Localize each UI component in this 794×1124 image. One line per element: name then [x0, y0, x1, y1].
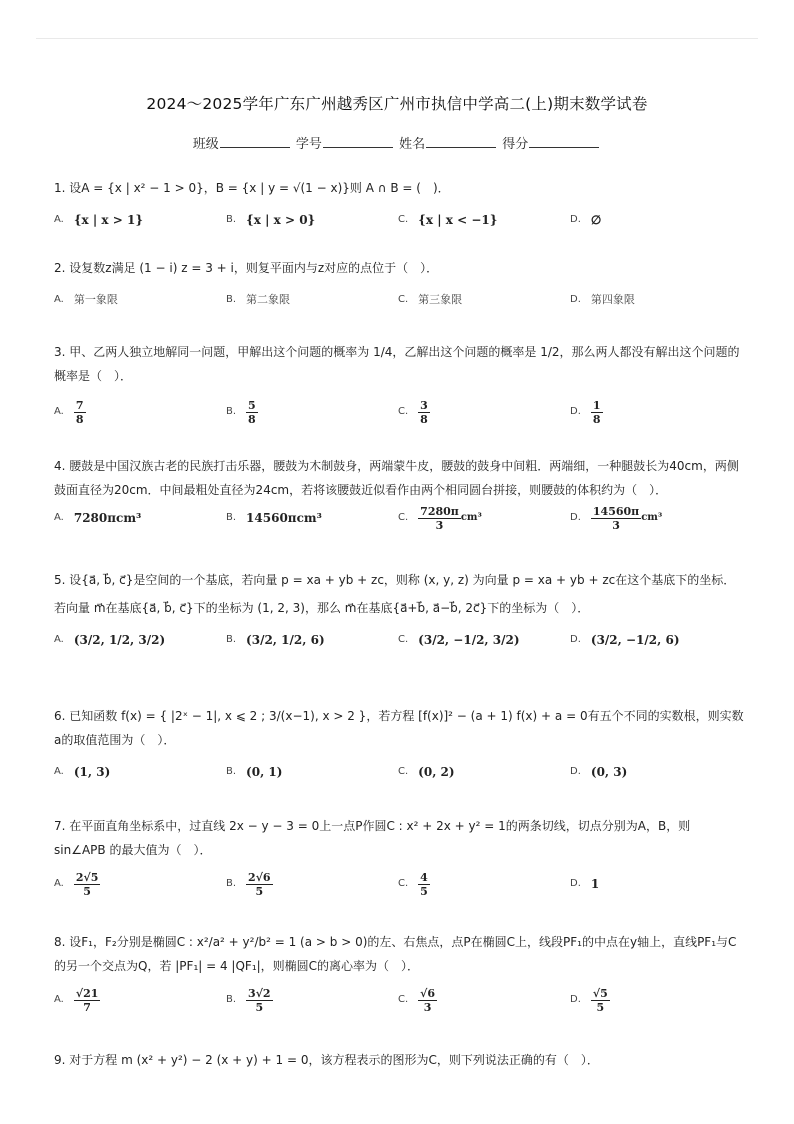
- option-value: 第一象限: [73, 293, 118, 306]
- denominator: 5: [255, 1000, 264, 1014]
- numerator: √5: [592, 986, 608, 1000]
- field-class-blank: [220, 135, 290, 148]
- option-a: [54, 628, 165, 652]
- option-a: [54, 506, 141, 530]
- option-fraction: [246, 399, 258, 426]
- option-a: [54, 288, 118, 312]
- option-d: [570, 988, 610, 1012]
- option-label: C.: [398, 634, 409, 645]
- numerator: 7280π: [420, 504, 459, 518]
- option-label: C.: [398, 294, 409, 305]
- option-fraction: [74, 871, 101, 898]
- option-value: {x | x > 1}: [73, 213, 144, 227]
- question-1-stem: 1. 设A = {x | x² − 1 > 0}，B = {x | y = √(1 − x)}则 A ∩ B = ( )．: [54, 181, 450, 195]
- denominator: 8: [75, 412, 84, 426]
- option-value: 7280πcm³: [73, 511, 142, 525]
- question-6-options: [54, 752, 744, 792]
- numerator: 7: [75, 398, 84, 412]
- question-6: [54, 704, 744, 792]
- field-score-label: 得分: [502, 137, 529, 152]
- option-value: 第四象限: [590, 293, 635, 306]
- option-label: B.: [226, 878, 237, 889]
- option-label: B.: [226, 406, 237, 417]
- denominator: 8: [420, 412, 428, 426]
- question-3-options: [54, 388, 744, 436]
- option-value: (3/2, 1/2, 6): [246, 633, 325, 647]
- option-value: ∅: [590, 213, 602, 227]
- numerator: √6: [420, 986, 436, 1000]
- option-value: 14560πcm³: [246, 511, 322, 525]
- question-4-options: [54, 502, 744, 550]
- numerator: 14560π: [592, 504, 640, 518]
- option-label: B.: [226, 634, 237, 645]
- option-d: [570, 760, 627, 784]
- option-c: [398, 872, 430, 896]
- numerator: √21: [75, 986, 99, 1000]
- option-a: [54, 400, 86, 424]
- option-fraction: [418, 871, 430, 898]
- option-a: [54, 760, 110, 784]
- numerator: 2√6: [248, 870, 271, 884]
- unit: cm³: [641, 512, 663, 523]
- option-label: C.: [398, 766, 409, 777]
- option-value: (1, 3): [73, 765, 111, 779]
- question-1: [54, 176, 744, 240]
- option-label: C.: [398, 512, 409, 523]
- option-label: D.: [570, 766, 581, 777]
- question-4-stem: 4. 腰鼓是中国汉族古老的民族打击乐器，腰鼓为木制鼓身，两端蒙牛皮，腰鼓的鼓身中间粗．两端细，一种腿鼓长为40cm，两侧鼓面直径为20cm．中间最粗处直径为24cm，若将该腰鼓近似看作由两个相同圆台拼接，则腰鼓的体积约为（ ）．: [54, 459, 739, 497]
- option-label: A.: [54, 214, 64, 225]
- option-label: A.: [54, 878, 64, 889]
- option-label: B.: [226, 994, 237, 1005]
- option-label: D.: [570, 406, 581, 417]
- denominator: 5: [596, 1000, 605, 1014]
- option-fraction: [418, 987, 437, 1014]
- option-label: C.: [398, 878, 409, 889]
- option-fraction: [418, 399, 430, 426]
- option-label: B.: [226, 214, 237, 225]
- option-d: [570, 872, 599, 896]
- denominator: 3: [435, 518, 444, 532]
- option-fraction: [74, 399, 86, 426]
- numerator: 3: [420, 398, 428, 412]
- question-2-stem: 2. 设复数z满足 (1 − i) z = 3 + i，则复平面内与z对应的点位于（ ）．: [54, 261, 439, 275]
- option-b: [226, 872, 273, 896]
- option-d: [570, 288, 635, 312]
- question-5: [54, 566, 744, 674]
- option-b: [226, 988, 273, 1012]
- denominator: 5: [420, 884, 428, 898]
- option-c: [398, 988, 437, 1012]
- field-score-blank: [529, 135, 599, 148]
- question-2-options: [54, 280, 744, 320]
- option-label: A.: [54, 634, 64, 645]
- option-value: 1: [590, 877, 600, 891]
- question-4: [54, 454, 744, 550]
- option-c: [398, 400, 430, 424]
- numerator: 3√2: [248, 986, 271, 1000]
- option-fraction: [591, 399, 603, 426]
- option-a: [54, 988, 100, 1012]
- field-number-label: 学号: [295, 137, 322, 152]
- option-label: D.: [570, 214, 581, 225]
- denominator: 8: [248, 412, 256, 426]
- option-label: D.: [570, 512, 581, 523]
- option-label: B.: [226, 512, 237, 523]
- option-label: B.: [226, 766, 237, 777]
- question-3: [54, 340, 744, 436]
- option-b: [226, 760, 282, 784]
- option-c: [398, 760, 455, 784]
- option-fraction: [74, 987, 101, 1014]
- option-label: D.: [570, 994, 581, 1005]
- numerator: 4: [420, 870, 428, 884]
- numerator: 5: [248, 398, 256, 412]
- question-8: [54, 930, 744, 1026]
- unit: cm³: [460, 512, 482, 523]
- option-b: [226, 288, 290, 312]
- student-info-line: [0, 133, 794, 152]
- numerator: 2√5: [75, 870, 99, 884]
- option-value: (0, 3): [590, 765, 628, 779]
- option-fraction: [591, 505, 641, 532]
- option-label: D.: [570, 634, 581, 645]
- option-label: A.: [54, 406, 64, 417]
- option-label: D.: [570, 878, 581, 889]
- option-b: [226, 400, 258, 424]
- option-value: {x | x < −1}: [418, 213, 498, 227]
- field-name-label: 姓名: [399, 137, 426, 152]
- option-label: D.: [570, 294, 581, 305]
- option-value: 第三象限: [418, 293, 463, 306]
- option-c: [398, 628, 520, 652]
- denominator: 3: [612, 518, 620, 532]
- option-a: [54, 872, 100, 896]
- option-value: (3/2, 1/2, 3/2): [73, 633, 166, 647]
- option-a: [54, 208, 143, 232]
- option-d: [570, 506, 662, 530]
- option-value: (0, 1): [246, 765, 283, 779]
- option-b: [226, 506, 322, 530]
- option-label: A.: [54, 512, 64, 523]
- question-1-options: [54, 200, 744, 240]
- option-label: C.: [398, 994, 409, 1005]
- option-fraction: [418, 505, 461, 532]
- question-3-stem: 3. 甲、乙两人独立地解同一问题，甲解出这个问题的概率为 1/4，乙解出这个问题的概率是 1/2，那么两人都没有解出这个问题的概率是（ ）．: [54, 345, 740, 383]
- numerator: 1: [592, 398, 601, 412]
- question-7: [54, 814, 744, 910]
- option-d: [570, 628, 680, 652]
- top-divider: [36, 38, 758, 39]
- question-9: [54, 1048, 744, 1072]
- question-5-options: [54, 622, 744, 674]
- denominator: 7: [83, 1000, 91, 1014]
- denominator: 5: [83, 884, 91, 898]
- option-label: C.: [398, 406, 409, 417]
- field-name-blank: [426, 135, 496, 148]
- denominator: 8: [592, 412, 601, 426]
- option-d: [570, 208, 601, 232]
- question-7-stem: 7. 在平面直角坐标系中，过直线 2x − y − 3 = 0上一点P作圆C : x² + 2x + y² = 1的两条切线，切点分别为A，B，则 sin∠APB 的最大值为（ ）．: [54, 819, 691, 857]
- denominator: 3: [423, 1000, 432, 1014]
- option-c: [398, 208, 497, 232]
- option-value: (3/2, −1/2, 6): [590, 633, 680, 647]
- option-b: [226, 208, 315, 232]
- denominator: 5: [255, 884, 264, 898]
- option-value: {x | x > 0}: [246, 213, 316, 227]
- option-label: A.: [54, 294, 64, 305]
- option-fraction: [591, 987, 610, 1014]
- field-number-blank: [323, 135, 393, 148]
- option-value: (3/2, −1/2, 3/2): [418, 633, 520, 647]
- question-8-options: [54, 978, 744, 1026]
- field-class-label: 班级: [192, 137, 219, 152]
- question-6-stem: 6. 已知函数 f(x) = { |2ˣ − 1|, x ⩽ 2 ; 3/(x−1), x > 2 }，若方程 [f(x)]² − (a + 1) f(x) + a = 0有五个不同的实数根，则实数a的取值范围为（ ）．: [54, 709, 744, 747]
- option-value: 第二象限: [246, 293, 291, 306]
- page-title: 2024～2025学年广东广州越秀区广州市执信中学高二(上)期末数学试卷: [146, 95, 648, 113]
- question-7-options: [54, 862, 744, 910]
- option-label: A.: [54, 766, 64, 777]
- question-5-stem: 5. 设{a⃗, b⃗, c⃗}是空间的一个基底，若向量 p = xa + yb + zc，则称 (x, y, z) 为向量 p = xa + yb + zc在这个基底下的坐标．若向量 m⃗在基底{a⃗, b⃗, c⃗}下的坐标为 (1, 2, 3)，那么 m⃗在基底{a⃗+b⃗, a⃗−b⃗, 2c⃗}下的坐标为（ ）．: [54, 573, 736, 615]
- option-c: [398, 506, 482, 530]
- option-label: B.: [226, 294, 237, 305]
- option-fraction: [246, 871, 273, 898]
- option-label: C.: [398, 214, 409, 225]
- option-value: (0, 2): [418, 765, 455, 779]
- question-2: [54, 256, 744, 320]
- question-9-stem: 9. 对于方程 m (x² + y²) − 2 (x + y) + 1 = 0，该方程表示的图形为C，则下列说法正确的有（ ）．: [54, 1053, 599, 1067]
- option-b: [226, 628, 325, 652]
- question-8-stem: 8. 设F₁，F₂分别是椭圆C : x²/a² + y²/b² = 1 (a > b > 0)的左、右焦点，点P在椭圆C上，线段PF₁的中点在y轴上，直线PF₁与C的另一个交点为Q，若 |PF₁| = 4 |QF₁|，则椭圆C的离心率为（ ）．: [54, 935, 737, 973]
- option-fraction: [246, 987, 273, 1014]
- option-c: [398, 288, 462, 312]
- option-d: [570, 400, 603, 424]
- option-label: A.: [54, 994, 64, 1005]
